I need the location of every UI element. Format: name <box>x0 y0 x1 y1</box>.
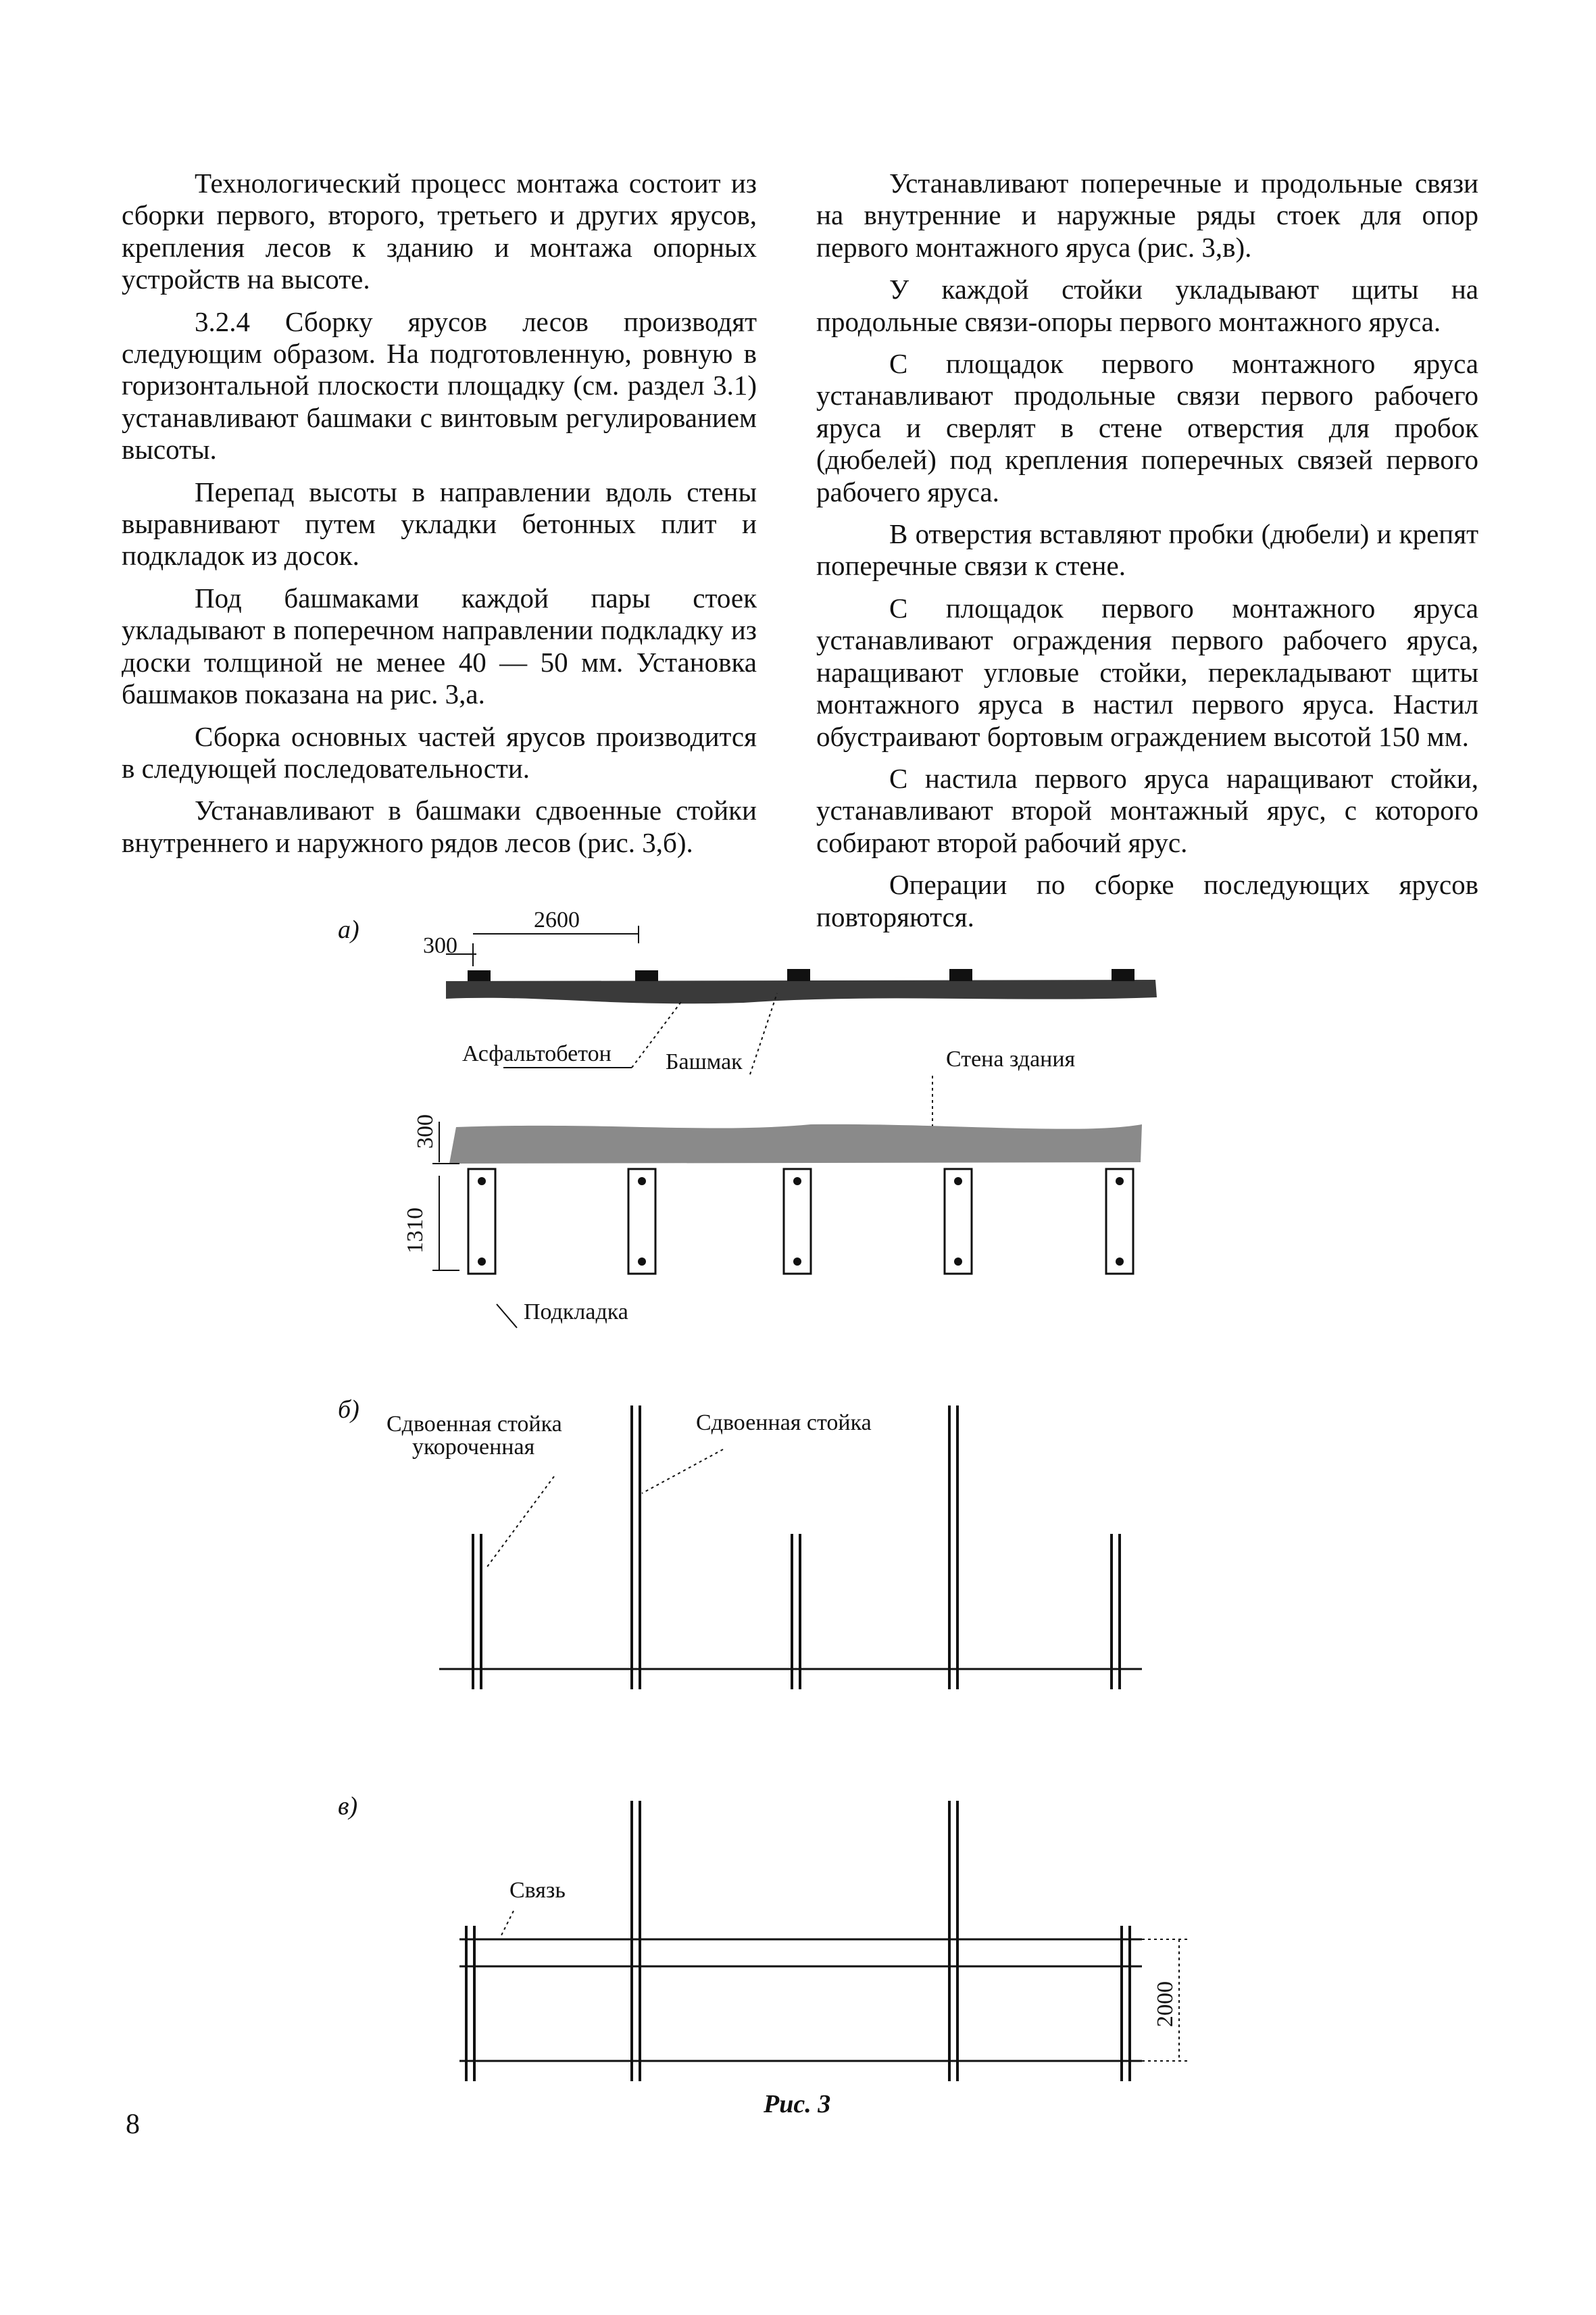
dim-1310: 1310 <box>403 1208 428 1253</box>
asphalt-layer <box>446 980 1157 1003</box>
paragraph: Устанавливают поперечные и продольные связи на внутренние и наружные ряды стоек для опор первого монтажного яруса (рис. 3,в). <box>816 168 1478 263</box>
paragraph: Операции по сборке последующих ярусов повторяются. <box>816 869 1478 932</box>
label-shoe: Башмак <box>666 1049 743 1074</box>
pads <box>468 1169 1133 1274</box>
label-tie: Связь <box>509 1878 566 1903</box>
paragraph: 3.2.4 Сборку ярусов лесов производят следующим образом. На подготовленную, ровную в горизонтальной плоскости площадку (см. раздел 3.1) устанавливают башмаки с винтовым регулированием высоты. <box>122 305 757 466</box>
dim-300: 300 <box>423 933 457 958</box>
shoe-icons <box>468 969 1134 981</box>
panel-b-letter: б) <box>338 1395 359 1424</box>
label-double-stand: Сдвоенная стойка <box>696 1410 872 1435</box>
pad-bolts <box>478 1177 1124 1266</box>
panel-c-letter: в) <box>338 1792 358 1820</box>
paragraph: Технологический процесс монтажа состоит из сборки первого, второго, третьего и других ярусов, крепления лесов к зданию и монтажа опорных устройств на высоте. <box>122 168 757 295</box>
paragraph: Перепад высоты в направлении вдоль стены выравнивают путем укладки бетонных плит и подкладок из досок. <box>122 476 757 572</box>
paragraph: С площадок первого монтажного яруса устанавливают продольные связи первого рабочего яруса и сверлят в стене отверстия для пробок (дюбелей) под крепления поперечных связей первого рабочего яруса. <box>816 348 1478 507</box>
label-short-stand-line1: Сдвоенная стойка <box>386 1412 562 1437</box>
paragraph: У каждой стойки укладывают щиты на продольные связи-опоры первого монтажного яруса. <box>816 274 1478 337</box>
paragraph: Сборка основных частей ярусов производится в следующей последовательности. <box>122 720 757 784</box>
panel-b-stands <box>439 1405 1142 1689</box>
panel-c-frame <box>459 1801 1142 2081</box>
paragraph: С настила первого яруса наращивают стойки, устанавливают второй монтажный ярус, с которого собирают второй рабочий ярус. <box>816 762 1478 858</box>
dim-2000: 2000 <box>1153 1981 1178 2027</box>
label-pad: Подкладка <box>524 1299 628 1324</box>
paragraph: Устанавливают в башмаки сдвоенные стойки внутреннего и наружного рядов лесов (рис. 3,б). <box>122 795 757 858</box>
paragraph: Под башмаками каждой пары стоек укладывают в поперечном направлении подкладку из доски толщиной не менее 40 — 50 мм. Установка башмаков показана на рис. 3,а. <box>122 582 757 710</box>
page-number: 8 <box>126 2109 140 2140</box>
label-wall: Стена здания <box>946 1047 1076 1072</box>
label-short-stand-line2: укороченная <box>412 1435 535 1460</box>
label-asphalt: Асфальтобетон <box>462 1041 612 1066</box>
paragraph: С площадок первого монтажного яруса устанавливают ограждения первого рабочего яруса, наращивают угловые стойки, перекладывают щиты монтажного яруса в настил первого яруса. Настил обустраивают бортовым ограждением высотой 150 мм. <box>816 592 1478 752</box>
panel-b-leaders <box>487 1449 723 1568</box>
building-wall <box>449 1124 1142 1164</box>
panel-a-letter: а) <box>338 916 359 944</box>
paragraph: В отверстия вставляют пробки (дюбели) и крепят поперечные связи к стене. <box>816 518 1478 582</box>
dim-2600: 2600 <box>534 907 580 932</box>
figure-caption: Рис. 3 <box>764 2090 831 2118</box>
dim-300-vertical: 300 <box>413 1114 438 1149</box>
